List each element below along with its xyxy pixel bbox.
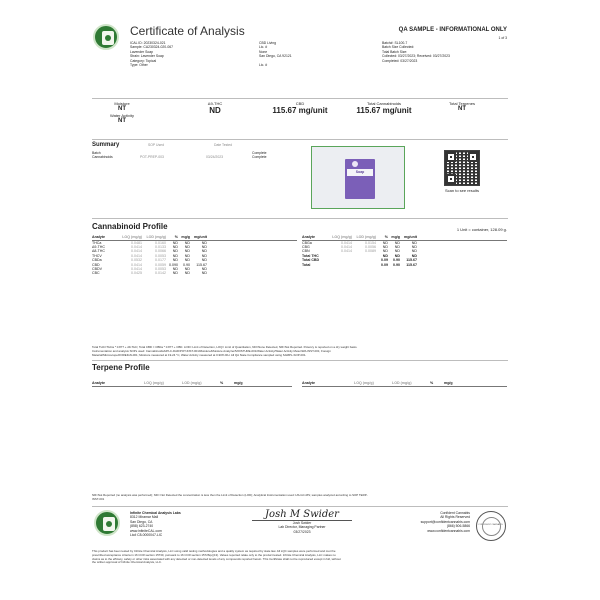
table-row: Δ8-THC 0.0414 0.0066 ND ND ND xyxy=(92,249,207,254)
table-header: Analyte LOQ (mg/g) LOD (mg/g) % mg/g mg/unit xyxy=(92,235,297,241)
terpenes-block: Total Terpenes NT xyxy=(449,101,475,112)
coa-page xyxy=(92,22,508,582)
table-row: CBC 0.0425 0.0142 ND ND ND xyxy=(92,271,207,276)
total-cannabinoids-block: Total Cannabinoids 115.67 mg/unit xyxy=(356,101,412,115)
soap-box-icon xyxy=(345,159,375,199)
summary-table xyxy=(92,151,292,160)
table-row: CBD 0.0414 0.0059 0.090 0.90 115.67 xyxy=(92,262,207,267)
client-info: CBD Living Lic. # None San Diego, CA 92121 Lic. # xyxy=(259,41,292,68)
cannabinoid-table-right xyxy=(302,235,507,267)
lab-logo-icon xyxy=(93,24,119,50)
divider xyxy=(92,98,508,99)
divider xyxy=(92,139,508,140)
terpene-profile-title: Terpene Profile xyxy=(92,363,150,372)
table-row: CBDV 0.0414 0.0053 ND ND ND xyxy=(92,267,207,272)
table-header: Analyte LOQ (mg/g) LOD (mg/g) % mg/g mg/unit xyxy=(302,235,507,241)
terpene-header-right: Analyte LOQ (mg/g) LOD (mg/g) % mg/g xyxy=(302,381,507,387)
batch-info: Batch#: SL100-7 Batch Size Collected: Total Batch Size: Collected: 03/27/2023; Received: 03/27/2023 Completed: 03/27/2023 xyxy=(382,41,450,63)
table-row: Total THC ND ND ND xyxy=(302,253,417,258)
cannabinoid-table-left xyxy=(92,235,297,276)
terpene-notes: NR=Not Reported (no analysis was performed); ND= Not Detected the concentration is less then the Limit of Detection (LOD); Analytical Instrumentation used: HS-GC-MS; samples analyzed according to SOP TERP- INST-001 xyxy=(92,493,368,501)
product-label: Soap xyxy=(355,170,365,174)
table-row: Δ9-THC 0.0414 0.0133 ND ND ND xyxy=(92,245,207,249)
sample-info: ICAL ID: 20230324-021 Sample: CA230324-020-067 Lavender Soap Strain: Lavender Soap Category: Topical Type: Other xyxy=(130,41,173,68)
cbd-block: CBD 115.67 mg/unit xyxy=(272,101,328,115)
table-row: Total 0.09 0.90 115.67 xyxy=(302,262,417,267)
divider xyxy=(92,360,508,361)
divider xyxy=(92,218,508,219)
table-row: CBN 0.0414 0.0089 ND ND ND xyxy=(302,249,417,254)
footer-lab-logo-icon xyxy=(94,510,120,536)
signature: Josh M Swider xyxy=(265,509,339,520)
cannabinoid-profile-title: Cannabinoid Profile xyxy=(92,222,168,231)
sop-header: SOP Used xyxy=(148,143,164,147)
date-header: Date Tested xyxy=(214,143,233,147)
disclaimer: This product has been tested by Infinite Chemical Analysis, LLC using valid testing methodologies and a quality system as required by state law. All LQC samples were performed and met the prescribed acceptance criteria in 16 CCR section 15730, pursuant to 16 CCR section 15726(e)(13). Values reported relate only to the product tested. Infinite Chemical Analysis, LLC makes no claims as to the efficacy, safety or other risks associated with any detected or non-detected levels of any compounds reported herein. This Certificate shall not be reproduced except in full, without the written approval of Infinite Chemical Analysis, LLC. xyxy=(92,549,341,565)
scan-caption: Scan to see results xyxy=(444,188,480,193)
d9-thc-block: Δ9-THC ND xyxy=(207,101,223,115)
lab-address: Infinite Chemical Analysis Labs 8312 Miramar Mall San Diego, CA (858) 623-2740 www.infiniteCAL.com Lic# C8-0000047-LIC xyxy=(130,511,181,538)
moisture-block: Moisture NT Water Activity NT xyxy=(109,101,135,124)
table-row: Batch Complete xyxy=(92,151,267,155)
terpene-header-left: Analyte LOQ (mg/g) LOD (mg/g) % mg/g xyxy=(92,381,292,387)
product-photo xyxy=(311,146,405,209)
table-row: Total CBD 0.09 0.90 115.67 xyxy=(302,258,417,263)
unit-note: 1 Unit = container, 128.09 g. xyxy=(456,227,507,232)
table-row: CBGa 0.0414 0.0154 ND ND ND xyxy=(302,240,417,245)
qa-banner: QA SAMPLE - INFORMATIONAL ONLY xyxy=(398,27,507,33)
page-number: 1 of 3 xyxy=(498,36,507,40)
table-row: CBG 0.0414 0.0056 ND ND ND xyxy=(302,245,417,249)
divider xyxy=(92,506,508,507)
cannabinoid-footnote: Total THC=THCa * 0.877 + d9-THC; Total CBD = CBDa * 0.877 + CBD. LOD= Limit of Detection, LOQ= Limit of Quantitation, ND=None Detected, NR=Not Reported. Potency is reported on a dry weight basis. Instrumentation and analysis SOPs used: Cannabinoids/HPLC-DAD/POT-INST-001/Moisture/Moisture Analyzer/MOISTURE-001/Water Activity/Water Activity Meter/WA-INST-001; Foreign Material/Microscope/FOREIGN-001; Moisture measured at 19-24 °C, Water Activity measured at 0-90% RH. All QA State Compliance sampled using SAMPL-SOP-001. xyxy=(92,345,358,357)
qr-code-icon[interactable] xyxy=(444,150,480,186)
summary-title: Summary xyxy=(92,142,120,148)
table-row: THCa 0.0481 0.0160 ND ND ND xyxy=(92,240,207,245)
confident-cannabis-seal-icon: CONFIDENT CANNABIS xyxy=(476,511,506,541)
signature-block: Josh M Swider Josh Swider Lab Director, Managing Partner 03/27/2023 xyxy=(242,509,362,534)
confident-cannabis-info: Confident Cannabis All Rights Reserved support@confidentcannabis.com (866) 506-5866 www.confidentcannabis.com xyxy=(420,511,470,533)
table-row: Cannabinoids POT-PREP-003 03/24/2023 Complete xyxy=(92,155,267,160)
table-row: CBDa 0.0532 0.0177 ND ND ND xyxy=(92,258,207,263)
table-row: THCV 0.0414 0.0053 ND ND ND xyxy=(92,253,207,258)
page-title: Certificate of Analysis xyxy=(130,24,245,38)
